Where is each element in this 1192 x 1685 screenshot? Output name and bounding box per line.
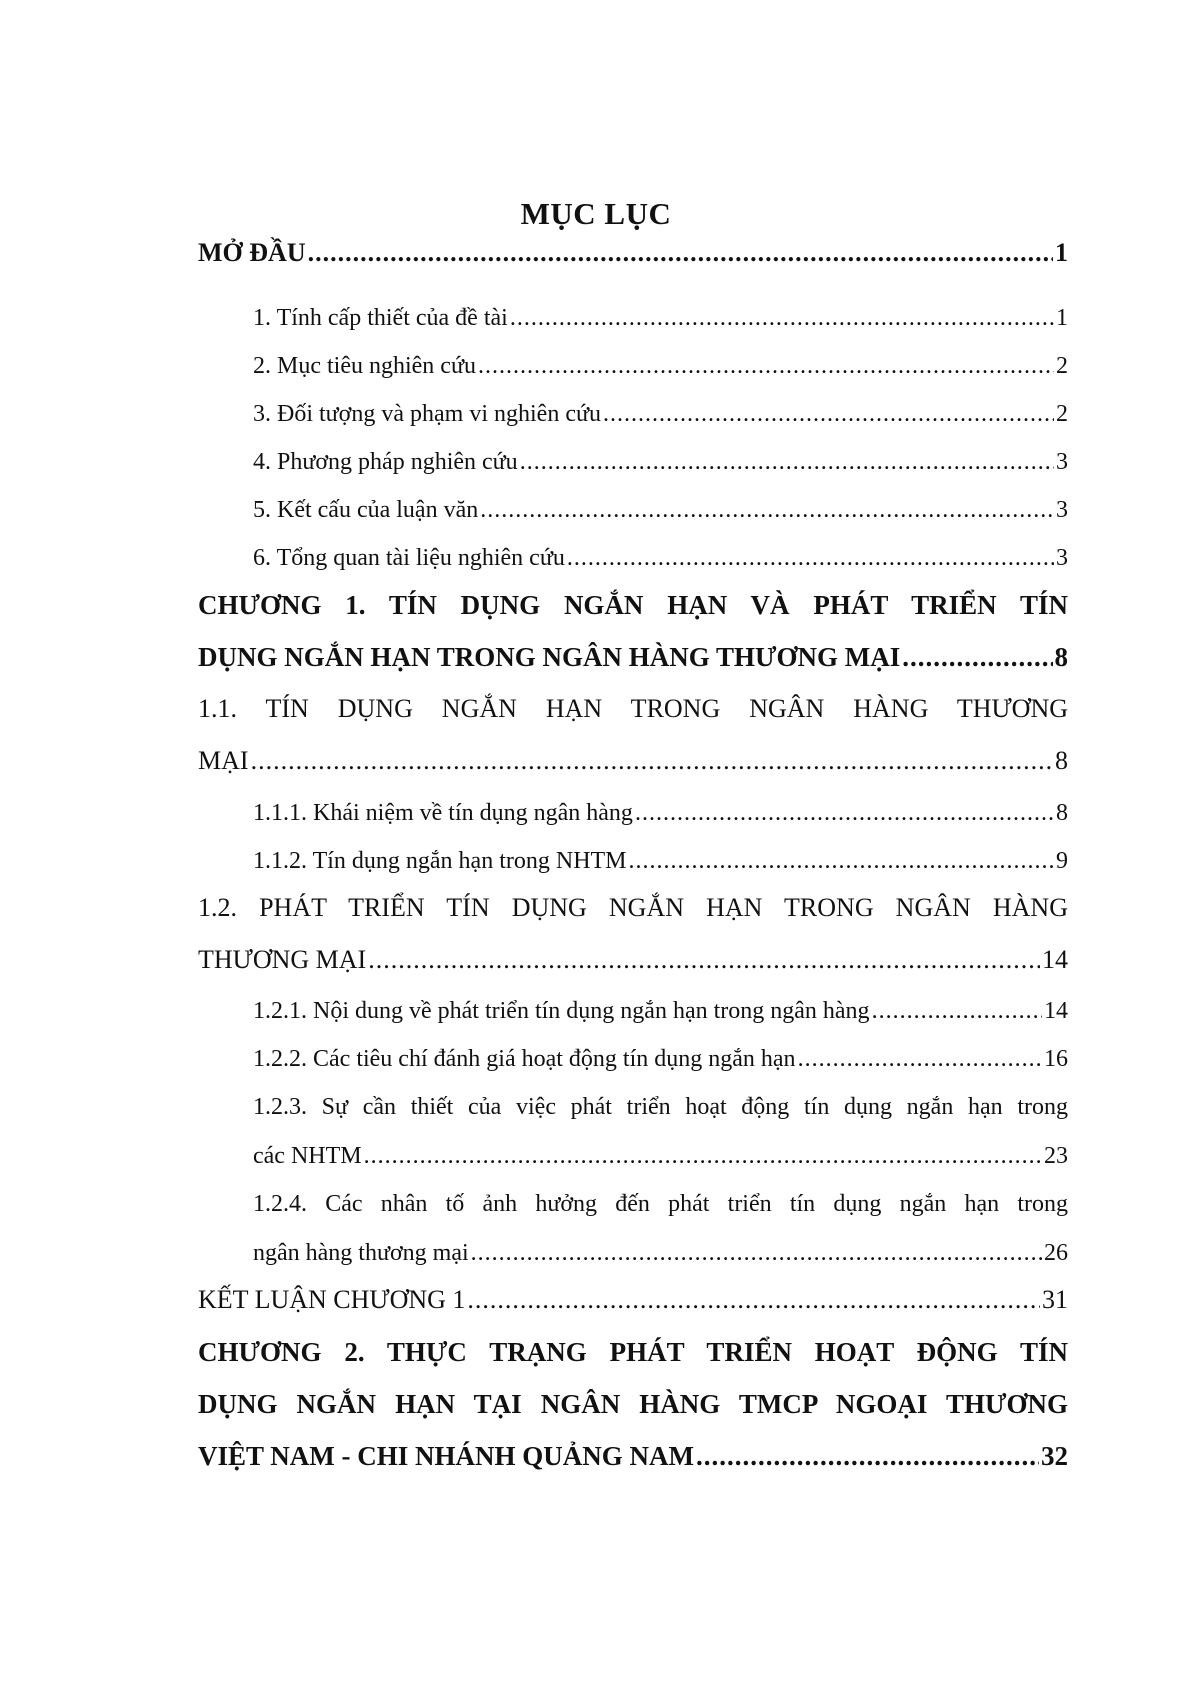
toc-page-number: 31 — [1042, 1285, 1068, 1314]
toc-subsection-1-2-3-line2[interactable] — [253, 1143, 1068, 1170]
toc-entry-text: 1.2.2. Các tiêu chí đánh giá hoạt động tín dụng ngắn hạn — [253, 1046, 796, 1072]
toc-page-number: 2 — [1056, 401, 1068, 427]
dot-leader — [872, 998, 1042, 1025]
dot-leader — [308, 238, 1053, 268]
toc-page-number: 8 — [1056, 800, 1068, 826]
toc-entry-1[interactable] — [253, 305, 1068, 332]
toc-entry-text: 1.1.2. Tín dụng ngắn hạn trong NHTM — [253, 848, 627, 874]
toc-page-number: 8 — [1055, 746, 1068, 775]
toc-entry-text: 3. Đối tượng và phạm vi nghiên cứu — [253, 401, 601, 427]
toc-page-number: 14 — [1044, 998, 1068, 1024]
toc-entry-text: DỤNG NGẮN HẠN TRONG NGÂN HÀNG THƯƠNG MẠI — [198, 642, 901, 672]
toc-chapter-2-line2[interactable]: DỤNG NGẮN HẠN TẠI NGÂN HÀNG TMCP NGOẠI THƯƠNG — [198, 1389, 1068, 1419]
toc-page-number: 1 — [1056, 305, 1068, 331]
toc-entry-text: VIỆT NAM - CHI NHÁNH QUẢNG NAM — [198, 1441, 694, 1471]
dot-leader — [510, 305, 1054, 332]
toc-page-number: 32 — [1041, 1441, 1068, 1471]
toc-subsection-1-2-4-line2[interactable] — [253, 1240, 1068, 1267]
dot-leader — [480, 497, 1054, 524]
toc-chapter-1-line2[interactable] — [198, 642, 1068, 673]
dot-leader — [567, 545, 1054, 572]
dot-leader — [603, 401, 1054, 428]
toc-entry-text: 1. Tính cấp thiết của đề tài — [253, 305, 508, 331]
toc-section-1-2-line2[interactable] — [198, 945, 1068, 975]
dot-leader — [520, 449, 1054, 476]
dot-leader — [902, 642, 1052, 673]
toc-subsection-1-2-4-line1[interactable]: 1.2.4. Các nhân tố ảnh hưởng đến phát triển tín dụng ngắn hạn trong — [253, 1191, 1068, 1217]
toc-section-1-2-line1[interactable]: 1.2. PHÁT TRIỂN TÍN DỤNG NGẮN HẠN TRONG NGÂN HÀNG — [198, 893, 1068, 922]
toc-entry-5[interactable] — [253, 497, 1068, 524]
toc-chapter-2-line3[interactable] — [198, 1441, 1068, 1472]
dot-leader — [467, 1285, 1040, 1315]
dot-leader — [478, 353, 1054, 380]
toc-chapter-2-line1[interactable]: CHƯƠNG 2. THỰC TRẠNG PHÁT TRIỂN HOẠT ĐỘNG TÍN — [198, 1337, 1068, 1367]
toc-page-number: 1 — [1055, 238, 1068, 267]
toc-entry-text: 4. Phương pháp nghiên cứu — [253, 449, 518, 475]
toc-page-number: 8 — [1054, 642, 1068, 672]
dot-leader — [364, 1143, 1042, 1170]
dot-leader — [635, 800, 1054, 827]
toc-conclusion-chapter-1[interactable] — [198, 1285, 1068, 1315]
toc-entry-text: 6. Tổng quan tài liệu nghiên cứu — [253, 545, 565, 571]
toc-entry-text: 1.2.1. Nội dung về phát triển tín dụng ngắn hạn trong ngân hàng — [253, 998, 870, 1024]
dot-leader — [251, 746, 1053, 776]
toc-page-number: 3 — [1056, 449, 1068, 475]
toc-entry-text: 2. Mục tiêu nghiên cứu — [253, 353, 476, 379]
toc-entry-text: 5. Kết cấu của luận văn — [253, 497, 479, 523]
dot-leader — [696, 1441, 1039, 1472]
toc-section-1-1-line1[interactable]: 1.1. TÍN DỤNG NGẮN HẠN TRONG NGÂN HÀNG THƯƠNG — [198, 694, 1068, 723]
toc-section-1-1-line2[interactable] — [198, 746, 1068, 776]
toc-page-number: 2 — [1056, 353, 1068, 379]
toc-title: MỤC LỤC — [520, 196, 672, 231]
toc-entry-text: ngân hàng thương mại — [253, 1240, 469, 1266]
toc-entry-text: 1.1.1. Khái niệm về tín dụng ngân hàng — [253, 800, 633, 826]
dot-leader — [798, 1046, 1042, 1073]
toc-entry-text: MỞ ĐẦU — [198, 238, 306, 267]
toc-page-number: 26 — [1044, 1240, 1068, 1266]
toc-subsection-1-1-2[interactable] — [253, 848, 1068, 875]
toc-page-number: 3 — [1056, 545, 1068, 571]
toc-subsection-1-1-1[interactable] — [253, 800, 1068, 827]
toc-entry-mo-dau[interactable] — [198, 238, 1068, 268]
toc-entry-text: THƯƠNG MẠI — [198, 945, 367, 974]
toc-page-number: 16 — [1044, 1046, 1068, 1072]
toc-page-number: 23 — [1044, 1143, 1068, 1169]
toc-chapter-1-line1[interactable]: CHƯƠNG 1. TÍN DỤNG NGẮN HẠN VÀ PHÁT TRIỂN TÍN — [198, 590, 1068, 620]
dot-leader — [471, 1240, 1042, 1267]
toc-page-number: 14 — [1042, 945, 1068, 974]
toc-subsection-1-2-2[interactable] — [253, 1046, 1068, 1073]
toc-entry-text: MẠI — [198, 746, 249, 775]
toc-entry-text: KẾT LUẬN CHƯƠNG 1 — [198, 1285, 466, 1314]
toc-entry-2[interactable] — [253, 353, 1068, 380]
toc-page-number: 3 — [1056, 497, 1068, 523]
toc-page-number: 9 — [1056, 848, 1068, 874]
toc-entry-6[interactable] — [253, 545, 1068, 572]
dot-leader — [368, 945, 1040, 975]
toc-subsection-1-2-3-line1[interactable]: 1.2.3. Sự cần thiết của việc phát triển hoạt động tín dụng ngắn hạn trong — [253, 1094, 1068, 1120]
toc-subsection-1-2-1[interactable] — [253, 998, 1068, 1025]
toc-entry-3[interactable] — [253, 401, 1068, 428]
toc-entry-text: các NHTM — [253, 1143, 362, 1169]
toc-entry-4[interactable] — [253, 449, 1068, 476]
dot-leader — [629, 848, 1054, 875]
